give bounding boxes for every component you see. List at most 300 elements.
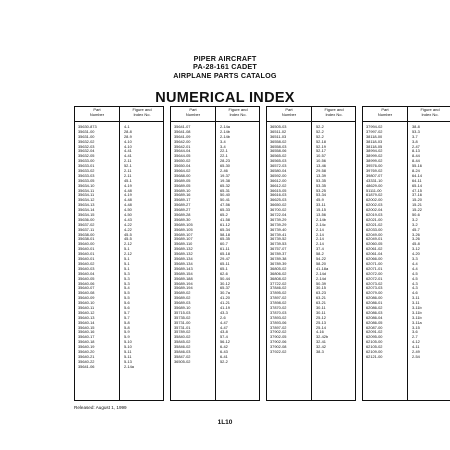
part-number: 35634-14 — [78, 207, 95, 213]
figure-index: 41-19 — [220, 304, 230, 310]
figure-index: 45-9 — [316, 197, 324, 203]
part-number: 37902-05 — [270, 334, 287, 340]
figure-index: 2-14b — [220, 133, 230, 139]
page-title: NUMERICAL INDEX — [155, 90, 295, 106]
part-number: 38999-02 — [366, 153, 383, 159]
part-number: 35638-01 — [78, 236, 95, 242]
figure-index: 52-19 — [316, 143, 326, 149]
figure-index: 3-11b — [412, 309, 422, 315]
figure-index: 8-13 — [412, 148, 420, 154]
part-number: 38999-02 — [366, 158, 383, 164]
figure-index: 3-11 — [412, 300, 420, 306]
table-header — [171, 107, 259, 122]
part-number: 35631-00 — [78, 133, 95, 139]
figure-index: 2-46 — [220, 168, 228, 174]
part-number: 36806-02 — [270, 270, 287, 276]
part-number: 62105-02 — [366, 344, 383, 350]
figure-index: 4-12 — [412, 339, 420, 345]
part-number: 36739-29 — [270, 221, 287, 227]
figure-index: 4-3 — [412, 285, 418, 291]
part-number: 62061-04 — [366, 251, 383, 257]
part-number: 62105-00 — [366, 339, 383, 345]
part-number: 61879-02 — [366, 192, 383, 198]
part-number: 35640-21 — [78, 353, 95, 359]
part-number: 35633-03 — [78, 172, 95, 178]
figure-index: 2-11 — [124, 168, 132, 174]
figure-index: 45-8 — [412, 241, 420, 247]
figure-index-header: Figure and Index No. — [132, 107, 152, 117]
part-number: 35789-02 — [174, 329, 191, 335]
part-number: 35631-00 — [78, 128, 95, 134]
part-number: 35689-105 — [174, 226, 193, 232]
part-number: 35637-02 — [78, 221, 95, 227]
part-number: 36511-03 — [270, 133, 287, 139]
figure-index: 8-44 — [412, 158, 420, 164]
part-number: 62021-00 — [366, 216, 383, 222]
figure-index: 63-21 — [316, 300, 326, 306]
figure-index: 3-4 — [220, 143, 226, 149]
index-table-2 — [170, 106, 260, 401]
table-body — [267, 125, 355, 355]
figure-index: 3-12 — [412, 246, 420, 252]
part-number: 39769-02 — [366, 168, 383, 174]
figure-index: 22-1 — [220, 153, 228, 159]
figure-index: 2-14c — [316, 221, 326, 227]
figure-index: 2-14d — [316, 270, 326, 276]
part-number: 62049-00 — [366, 231, 383, 237]
figure-index: 32-42b — [316, 334, 329, 340]
figure-index: 32-41 — [316, 339, 326, 345]
part-number: 35846-02 — [174, 344, 191, 350]
figure-index: 5-3 — [124, 280, 130, 286]
part-number: 37893-06 — [270, 319, 287, 325]
figure-index: 50-39 — [316, 280, 326, 286]
figure-index: 45-5 — [124, 231, 132, 237]
table-body — [363, 125, 450, 360]
figure-index: 52-2 — [316, 133, 324, 139]
part-number: 36789-38 — [270, 256, 287, 262]
figure-index: 41-18a — [316, 265, 329, 271]
part-number: 37922-02 — [270, 348, 287, 354]
figure-index: 60-7 — [220, 241, 228, 247]
figure-index: 32-42 — [316, 344, 326, 350]
figure-index: 5-1 — [124, 246, 130, 252]
part-number: 36505-02 — [174, 358, 191, 364]
figure-index: 4-47 — [220, 324, 228, 330]
part-number: 36722-04 — [270, 212, 287, 218]
part-number: 35640-01 — [78, 256, 95, 262]
index-table-3 — [266, 106, 356, 401]
figure-index: 41-20 — [220, 295, 230, 301]
part-number: 62021-02 — [366, 221, 383, 227]
part-number: 62095-00 — [366, 334, 383, 340]
part-number: 35689-194 — [174, 285, 193, 291]
figure-index: 5-7 — [124, 314, 130, 320]
part-number: 36739-52 — [270, 236, 287, 242]
part-number: 35640-10 — [78, 300, 95, 306]
figure-index: 5-1 — [124, 265, 130, 271]
part-number: 37902-08 — [270, 344, 287, 350]
part-number: 35689-05 — [174, 182, 191, 188]
figure-index: 28-8 — [124, 128, 132, 134]
part-number: 36616-03 — [270, 192, 287, 198]
part-number: 35689-132 — [174, 251, 193, 257]
header-line-1: PIPER AIRCRAFT — [193, 54, 257, 63]
figure-index: 25-14 — [316, 324, 326, 330]
part-number: 35641-08 — [174, 128, 191, 134]
figure-index: 4-11 — [412, 344, 420, 350]
part-number: 35689-02 — [174, 295, 191, 301]
index-table-4 — [362, 106, 450, 401]
part-number: 37870-02 — [270, 304, 287, 310]
part-number: 35634-12 — [78, 197, 95, 203]
part-number: 36592-00 — [270, 172, 287, 178]
figure-index: 5-9 — [124, 334, 130, 340]
part-number: 35689-194 — [174, 280, 193, 286]
figure-index: 30-11 — [316, 304, 326, 310]
part-number: 35640-14 — [78, 319, 95, 325]
figure-index: 10-57 — [316, 153, 326, 159]
part-number: 35640-18 — [78, 339, 95, 345]
part-number: 62002-00 — [366, 197, 383, 203]
figure-index: 15-21 — [412, 202, 422, 208]
figure-index: 4-4 — [412, 260, 418, 266]
part-number: 35636-00 — [78, 216, 95, 222]
part-number: 62072-00 — [366, 270, 383, 276]
part-number: 35640-02 — [78, 260, 95, 266]
figure-index: 29-47 — [220, 256, 230, 262]
figure-index: 4-4 — [412, 265, 418, 271]
figure-index: 4-48 — [124, 197, 132, 203]
part-number: 35637-11 — [78, 226, 95, 232]
part-number: 62086-04 — [366, 314, 383, 320]
figure-index: 4-6 — [412, 290, 418, 296]
figure-index: 50-44 — [220, 275, 230, 281]
part-number: 43331-10 — [366, 177, 383, 183]
part-number: 35689-134 — [174, 256, 193, 262]
part-number: 35840-02 — [174, 334, 191, 340]
part-number: 37902-06 — [270, 339, 287, 345]
figure-index-header: Figure and Index No. — [228, 107, 248, 117]
figure-index: 15-22 — [412, 207, 422, 213]
part-number: 35642-00 — [174, 138, 191, 144]
part-number: 35640-16 — [78, 329, 95, 335]
figure-index: 25-13 — [316, 319, 326, 325]
table-header — [75, 107, 163, 122]
part-number: 35630-873 — [78, 124, 97, 129]
part-number: 35640-13 — [78, 314, 95, 320]
table-header — [267, 107, 355, 122]
part-number: 39576-00 — [366, 163, 383, 169]
figure-index: 52-18 — [316, 138, 326, 144]
index-table-1 — [74, 106, 164, 401]
figure-index-header: Figure and Index No. — [324, 107, 344, 117]
table-row — [363, 355, 450, 360]
part-number: 35640-07 — [78, 285, 95, 291]
part-number: 36625-03 — [270, 197, 287, 203]
part-number: 35644-05 — [174, 153, 191, 159]
figure-index: 5-6 — [124, 304, 130, 310]
figure-index: 2-11 — [124, 158, 132, 164]
part-number: 62086-03 — [366, 309, 383, 315]
part-number: 35634-13 — [78, 202, 95, 208]
part-number: 39807-07 — [366, 172, 383, 178]
part-number: 38994-02 — [366, 148, 383, 154]
figure-index: 4-1 — [124, 124, 130, 129]
figure-index: 4-5 — [412, 270, 418, 276]
part-number: 62002-04 — [366, 207, 383, 213]
figure-index: 30-7a — [220, 290, 230, 296]
figure-index: 43-8 — [220, 329, 228, 335]
part-number: 62073-03 — [366, 285, 383, 291]
part-number: 62060-05 — [366, 241, 383, 247]
figure-index: 22-1 — [220, 148, 228, 154]
figure-index: 2-14a — [220, 124, 230, 129]
figure-index: 2-7 — [412, 334, 418, 340]
part-number: 62086-02 — [366, 304, 383, 310]
figure-index: 10-56 — [316, 158, 326, 164]
figure-index: 52-2 — [316, 124, 324, 129]
figure-index: 52-17 — [316, 148, 326, 154]
figure-index: 4-22 — [124, 221, 132, 227]
figure-index: 5-1 — [124, 260, 130, 266]
part-number: 35846-03 — [174, 348, 191, 354]
part-number: 35689-132 — [174, 246, 193, 252]
figure-index: 33-11 — [316, 202, 326, 208]
figure-index: 65-31 — [220, 187, 230, 193]
figure-index: 65-37 — [220, 285, 230, 291]
figure-index: 56-12 — [220, 339, 230, 345]
part-number: 35731-00 — [174, 319, 191, 325]
figure-index: 58-18 — [220, 231, 230, 237]
part-number: 62087-00 — [366, 324, 383, 330]
figure-index: 5-13 — [124, 358, 132, 364]
figure-index: 38-3 — [316, 348, 324, 354]
figure-index: 2-12 — [124, 251, 132, 257]
part-number: 37897-02 — [270, 295, 287, 301]
figure-index: 4-22 — [124, 226, 132, 232]
part-number: 62033-00 — [366, 226, 383, 232]
figure-index: 13-46 — [316, 163, 326, 169]
part-number: 36558-03 — [270, 143, 287, 149]
part-number: 35640-12 — [78, 309, 95, 315]
part-number: 35640-03 — [78, 265, 95, 271]
figure-index: 4-41 — [124, 153, 132, 159]
part-number: 62072-01 — [366, 275, 383, 281]
figure-index: 2-47 — [412, 143, 420, 149]
figure-index: 2-14a — [124, 363, 134, 369]
figure-index: 4-10 — [124, 138, 132, 144]
figure-index: 5-1 — [124, 256, 130, 262]
figure-index: 3-2 — [412, 216, 418, 222]
part-number: 35633-00 — [78, 158, 95, 164]
part-number: 62073-02 — [366, 280, 383, 286]
figure-index: 3-8 — [412, 138, 418, 144]
part-number: 35689-154 — [174, 270, 193, 276]
figure-index: 30-11 — [316, 309, 326, 315]
part-number: 35640-08 — [78, 290, 95, 296]
figure-index: 65-33 — [220, 207, 230, 213]
part-number: 35689-27 — [174, 202, 191, 208]
part-number: 35688-00 — [174, 172, 191, 178]
part-number: 36511-02 — [270, 128, 287, 134]
figure-index: 52-2 — [316, 128, 324, 134]
figure-index: 8-44 — [412, 153, 420, 159]
part-number: 35689-188 — [174, 275, 193, 281]
figure-index: 13-39 — [316, 172, 326, 178]
part-number-header: Part Number — [377, 107, 393, 117]
figure-index: 65-34 — [220, 226, 230, 232]
figure-index: 64-11 — [412, 177, 422, 183]
figure-index: 5-10 — [124, 339, 132, 345]
figure-index: 52-1 — [124, 163, 132, 169]
part-number: 62049-01 — [366, 236, 383, 242]
part-number: 36505-03 — [270, 124, 287, 129]
header-line-3: AIRPLANE PARTS CATALOG — [173, 71, 277, 80]
part-number: 62091-02 — [366, 329, 383, 335]
part-number: 36739-29 — [270, 216, 287, 222]
table-row — [171, 360, 259, 365]
figure-index: 4-19 — [124, 192, 132, 198]
figure-index: 30-15 — [316, 285, 326, 291]
part-number: 35650-04 — [174, 163, 191, 169]
figure-index: 3-15 — [412, 324, 420, 330]
part-number: 35689-27 — [174, 207, 191, 213]
part-number: 35632-04 — [78, 148, 95, 154]
part-number: 62071-00 — [366, 260, 383, 266]
part-number: 35689-105 — [174, 221, 193, 227]
figure-index: 4-50 — [124, 212, 132, 218]
figure-index: 4-5 — [412, 275, 418, 281]
figure-index: 5-5 — [124, 290, 130, 296]
figure-index: 45-5 — [124, 236, 132, 242]
part-number: 35689-05 — [174, 177, 191, 183]
part-number: 35640-04 — [78, 270, 95, 276]
part-number: 51111-00 — [366, 187, 382, 193]
part-number: 35689-134 — [174, 260, 193, 266]
figure-index: 57-4 — [220, 334, 228, 340]
figure-index: 4-20 — [412, 251, 420, 257]
figure-index: 25-12 — [316, 314, 326, 320]
figure-index: 47-56 — [220, 202, 230, 208]
figure-index: 54-22 — [316, 256, 326, 262]
part-number: 36565-02 — [270, 153, 287, 159]
figure-index: 5-5 — [124, 295, 130, 301]
figure-index: 5-7 — [124, 309, 130, 315]
part-number: 35664-02 — [174, 168, 191, 174]
part-number: 35634-11 — [78, 192, 95, 198]
figure-index: 2-11 — [124, 172, 132, 178]
figure-index: 55-16 — [412, 163, 422, 169]
part-number: 62109-00 — [366, 348, 383, 354]
figure-index: 3-11b — [412, 304, 422, 310]
part-number: 48629-00 — [366, 182, 383, 188]
figure-index: 3-7 — [412, 133, 418, 139]
figure-index: 28-9 — [124, 133, 132, 139]
part-number: 37898-02 — [270, 300, 287, 306]
figure-index: 3-2 — [412, 221, 418, 227]
figure-index: 65-30 — [220, 163, 230, 169]
figure-index: 50-41 — [220, 197, 230, 203]
part-number: 35640-05 — [78, 275, 95, 281]
part-number: 36739-41 — [270, 231, 287, 237]
part-number: 35638-00 — [78, 231, 95, 237]
part-number: 35715-03 — [174, 309, 191, 315]
figure-index: 2-14 — [316, 236, 324, 242]
part-number: 35640-11 — [78, 304, 95, 310]
part-number: 35845-02 — [174, 339, 191, 345]
figure-index: 65-32 — [220, 182, 230, 188]
part-number: 35634-15 — [78, 212, 95, 218]
part-number: 35644-04 — [174, 148, 191, 154]
part-number: 35640-09 — [78, 295, 95, 301]
figure-index: 5-11 — [124, 348, 132, 354]
part-number: 62086-00 — [366, 295, 383, 301]
part-number: 35640-06 — [78, 280, 95, 286]
figure-index: 45-1 — [124, 177, 132, 183]
figure-index: 62-6 — [220, 270, 228, 276]
figure-index: 5-11 — [124, 353, 132, 359]
part-number: 35640-22 — [78, 358, 95, 364]
part-number: 36808-02 — [270, 275, 287, 281]
figure-index: 65-1 — [220, 265, 228, 271]
figure-index: 37-4 — [316, 246, 324, 252]
part-number: 38118-03 — [366, 138, 383, 144]
figure-index: 50-40 — [220, 192, 230, 198]
figure-index: 3-11b — [412, 314, 422, 320]
part-number: 36789-37 — [270, 251, 287, 257]
figure-index: 4-10 — [124, 143, 132, 149]
figure-index: 65-35 — [220, 236, 230, 242]
part-number: 62086-05 — [366, 319, 383, 325]
figure-index: 61-11 — [220, 246, 230, 252]
figure-index: 30-12 — [220, 280, 230, 286]
part-number: 35634-11 — [78, 187, 95, 193]
part-number: 35689-10 — [174, 304, 191, 310]
part-number: 62079-00 — [366, 290, 383, 296]
part-number: 36805-02 — [270, 265, 287, 271]
part-number: 35689-10 — [174, 187, 191, 193]
part-number: 35689-110 — [174, 241, 193, 247]
figure-index: 4-43 — [124, 216, 132, 222]
table-body — [75, 125, 163, 370]
table-row — [267, 350, 355, 355]
figure-index: 19-37 — [220, 172, 230, 178]
figure-index: 53-35 — [316, 177, 326, 183]
figure-index: 2-14 — [316, 226, 324, 232]
figure-index: 65-18 — [220, 251, 230, 257]
part-number: 36615-05 — [270, 187, 287, 193]
part-number: 35633-02 — [78, 168, 95, 174]
part-number: 35633-01 — [78, 163, 95, 169]
figure-index: 2-6 — [220, 314, 226, 320]
part-number: 36558-02 — [270, 138, 287, 144]
figure-index: 47-15 — [412, 187, 422, 193]
figure-index: 8-24 — [412, 168, 420, 174]
part-number: 62121-00 — [366, 353, 383, 359]
figure-index: 6-43 — [220, 348, 228, 354]
part-number: 38118-00 — [366, 133, 383, 139]
figure-index: 63-23 — [316, 290, 326, 296]
part-number: 35632-03 — [78, 143, 95, 149]
table-header — [363, 107, 450, 122]
part-number: 35689-02 — [174, 290, 191, 296]
figure-index: 15-20 — [412, 197, 422, 203]
table-body — [171, 125, 259, 365]
part-number: 62086-01 — [366, 300, 383, 306]
part-number-header: Part Number — [185, 107, 201, 117]
figure-index: 64-14 — [412, 172, 422, 178]
